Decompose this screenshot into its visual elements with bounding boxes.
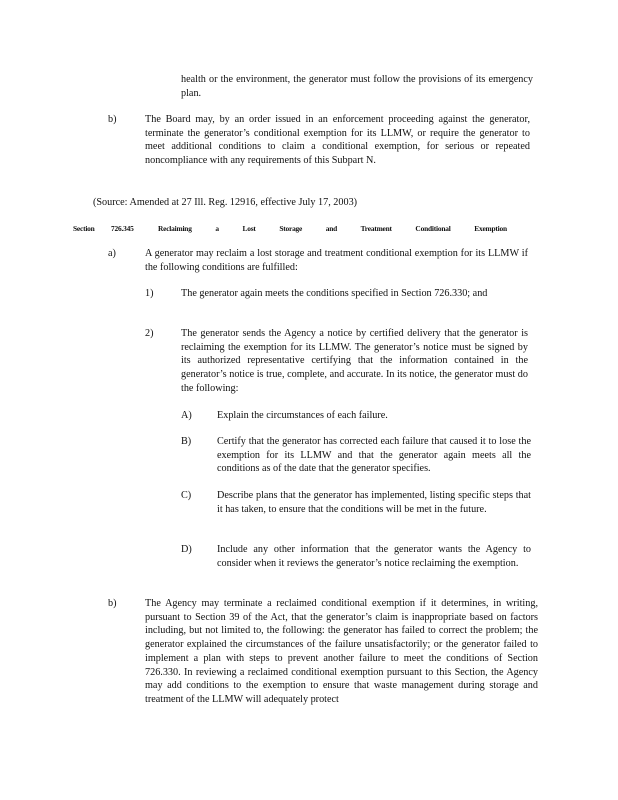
paragraph-a: A generator may reclaim a lost storage and treatment conditional exemption for its LLMW if the following conditions are fulfilled: [145,248,528,273]
clause-d-text: Include any other information that the generator wants the Agency to consider when it reviews the generator’s notice reclaiming the exemption. [217,544,531,569]
clause-label: D) [181,544,192,555]
subitem-label: 2) [145,328,154,339]
item-label: b) [108,114,117,125]
clause-c-text: Describe plans that the generator has implemented, listing specific steps that it has taken, to ensure that the conditions will be met in the future. [217,490,531,515]
source-note: (Source: Amended at 27 Ill. Reg. 12916, effective July 17, 2003) [93,197,358,208]
section-label: Section [73,224,95,233]
clause-label: B) [181,436,192,447]
clause-a-text: Explain the circumstances of each failure. [217,410,388,421]
item-label: b) [108,598,117,609]
subitem-2-text: The generator sends the Agency a notice by certified delivery that the generator is reclaiming the exemption for its LLMW. The generator’s notice must be signed by its authorized representative certifying that the information contained in the generator’s notice is true, complete, and accurate. In its notice, the generator must do the following: [181,328,528,394]
clause-label: C) [181,490,192,501]
continuation-paragraph: health or the environment, the generator must follow the provisions of its emergency plan. [181,74,533,99]
clause-b-text: Certify that the generator has corrected each failure that caused it to lose the exemption for its LLMW and that the generator again meets all the conditions as of the date that the generator specifies. [217,436,531,475]
paragraph-b-bottom: The Agency may terminate a reclaimed conditional exemption if it determines, in writing, pursuant to Section 39 of the Act, that the generator’s claim is inappropriate based on factors including, but not limited to, the following: the generator has failed to correct the problem; the generator explained the circumstances of the failure unsatisfactorily; or the generator failed to implement a plan with steps to prevent another failure to meet the conditions of Section 726.330. In reviewing a reclaimed conditional exemption pursuant to this Section, the Agency may add conditions to the exemption to ensure that waste management during storage and treatment of the LLMW will adequately protect [145,598,538,705]
clause-label: A) [181,410,192,421]
section-title: Reclaiming a Lost Storage and Treatment Conditional Exemption [158,224,507,233]
paragraph-b-top: The Board may, by an order issued in an enforcement proceeding against the generator, terminate the generator’s conditional exemption for its LLMW, or require the generator to meet additional conditions to claim a conditional exemption, for serious or repeated noncompliance with any requirements of this Subpart N. [145,114,530,167]
section-number: 726.345 [111,224,134,233]
subitem-label: 1) [145,288,154,299]
item-label: a) [108,248,116,259]
subitem-1-text: The generator again meets the conditions specified in Section 726.330; and [181,288,488,299]
